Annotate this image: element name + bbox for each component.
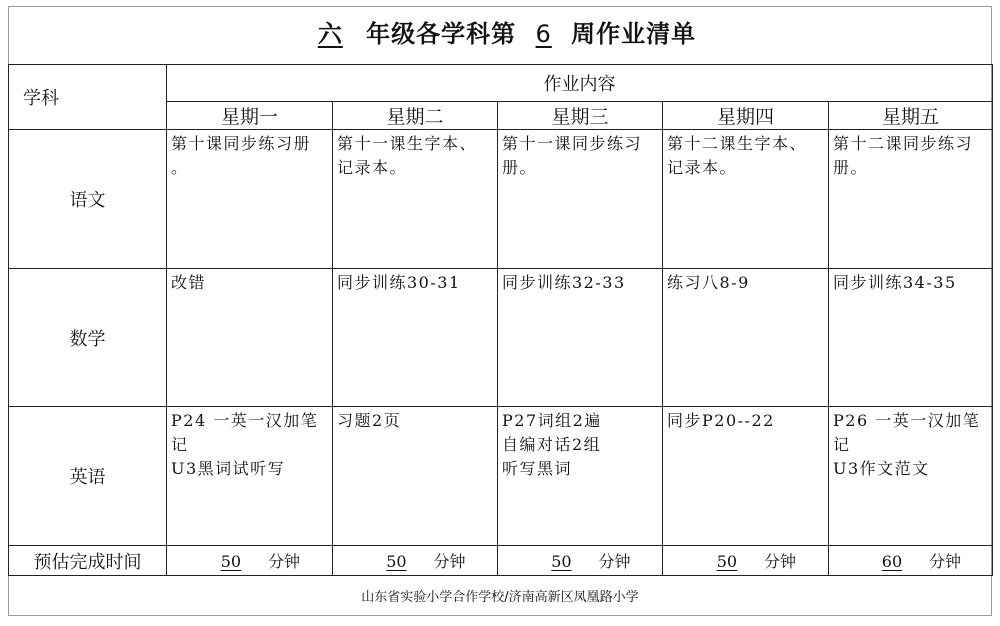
time-unit: 分钟 bbox=[764, 552, 797, 571]
cell-line: 记 bbox=[171, 435, 189, 454]
content-header: 作业内容 bbox=[167, 65, 993, 102]
cell-line: 第十课同步练习册 bbox=[171, 134, 312, 153]
cell-line: 同步训练30-31 bbox=[337, 273, 461, 292]
cell-line: 第十一课同步练习 bbox=[502, 134, 643, 153]
page-title bbox=[8, 14, 992, 54]
cell-line: P24 一英一汉加笔 bbox=[171, 411, 319, 430]
cell-line: 同步P20--22 bbox=[667, 411, 775, 430]
english-friday bbox=[829, 407, 993, 546]
cell-line: 练习八8-9 bbox=[667, 273, 750, 292]
chinese-wednesday bbox=[498, 130, 663, 269]
day-wednesday: 星期三 bbox=[498, 102, 663, 130]
cell-line: 同步训练32-33 bbox=[502, 273, 626, 292]
chinese-thursday bbox=[663, 130, 829, 269]
time-value: 60 bbox=[881, 552, 903, 571]
cell-line: 记 bbox=[833, 435, 851, 454]
subject-math: 数学 bbox=[9, 269, 167, 407]
time-unit: 分钟 bbox=[598, 552, 631, 571]
table-row bbox=[9, 269, 993, 407]
time-tuesday bbox=[333, 546, 498, 576]
time-value: 50 bbox=[716, 552, 738, 571]
cell-line: 同步训练34-35 bbox=[833, 273, 957, 292]
chinese-monday bbox=[167, 130, 333, 269]
cell-line: 记录本。 bbox=[337, 158, 408, 177]
cell-line: 。 bbox=[171, 158, 189, 177]
time-unit: 分钟 bbox=[268, 552, 301, 571]
table-row bbox=[9, 407, 993, 546]
day-tuesday: 星期二 bbox=[333, 102, 498, 130]
cell-line: P27词组2遍 bbox=[502, 411, 602, 430]
table-row bbox=[9, 130, 993, 269]
school-footer: 山东省实验小学合作学校/济南高新区凤凰路小学 bbox=[361, 590, 639, 605]
day-friday: 星期五 bbox=[829, 102, 993, 130]
cell-line: 册。 bbox=[833, 158, 869, 177]
cell-line: 听写黑词 bbox=[502, 459, 573, 478]
subject-header: 学科 bbox=[9, 65, 167, 130]
title-week: 6 bbox=[535, 20, 552, 48]
time-unit: 分钟 bbox=[433, 552, 466, 571]
subject-chinese: 语文 bbox=[9, 130, 167, 269]
math-tuesday bbox=[333, 269, 498, 407]
homework-sheet bbox=[8, 6, 992, 616]
subject-english: 英语 bbox=[9, 407, 167, 546]
chinese-tuesday bbox=[333, 130, 498, 269]
cell-line: P26 一英一汉加笔 bbox=[833, 411, 981, 430]
homework-table bbox=[8, 64, 993, 576]
time-thursday bbox=[663, 546, 829, 576]
english-thursday bbox=[663, 407, 829, 546]
cell-line: U3作文范文 bbox=[833, 459, 930, 478]
cell-line: 记录本。 bbox=[667, 158, 738, 177]
english-monday bbox=[167, 407, 333, 546]
title-end: 周作业清单 bbox=[571, 20, 697, 48]
math-friday bbox=[829, 269, 993, 407]
time-monday bbox=[167, 546, 333, 576]
time-friday bbox=[829, 546, 993, 576]
cell-line: U3黑词试听写 bbox=[171, 459, 286, 478]
day-monday: 星期一 bbox=[167, 102, 333, 130]
cell-line: 第十一课生字本、 bbox=[337, 134, 478, 153]
cell-line: 习题2页 bbox=[337, 411, 402, 430]
time-row bbox=[9, 546, 993, 576]
cell-line: 改错 bbox=[171, 273, 207, 292]
day-thursday: 星期四 bbox=[663, 102, 829, 130]
time-value: 50 bbox=[386, 552, 407, 571]
time-label: 预估完成时间 bbox=[9, 546, 167, 576]
header-row bbox=[9, 65, 993, 102]
english-tuesday bbox=[333, 407, 498, 546]
time-unit: 分钟 bbox=[929, 552, 962, 571]
math-thursday bbox=[663, 269, 829, 407]
time-value: 50 bbox=[220, 552, 242, 571]
english-wednesday bbox=[498, 407, 663, 546]
title-mid: 年级各学科第 bbox=[366, 20, 517, 48]
title-grade: 六 bbox=[317, 20, 343, 48]
math-monday bbox=[167, 269, 333, 407]
math-wednesday bbox=[498, 269, 663, 407]
cell-line: 第十二课同步练习 bbox=[833, 134, 974, 153]
time-value: 50 bbox=[551, 552, 572, 571]
cell-line: 第十二课生字本、 bbox=[667, 134, 808, 153]
cell-line: 自编对话2组 bbox=[502, 435, 602, 454]
time-wednesday bbox=[498, 546, 663, 576]
cell-line: 册。 bbox=[502, 158, 538, 177]
chinese-friday bbox=[829, 130, 993, 269]
